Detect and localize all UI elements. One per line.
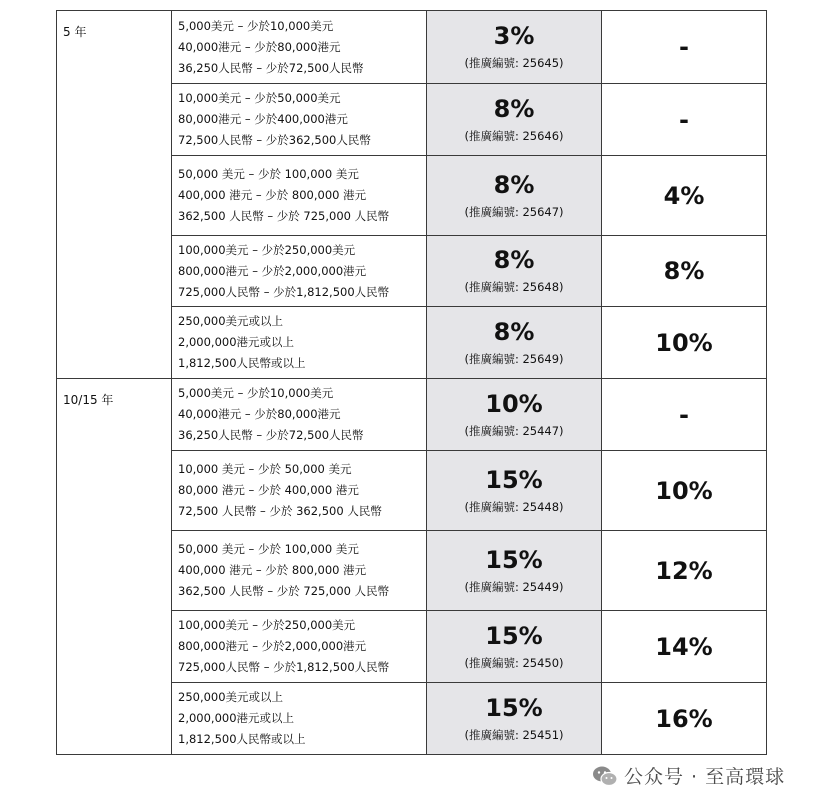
deposit-amount-line: 725,000人民幣 – 少於1,812,500人民幣 — [178, 660, 390, 674]
extra-rate-value: 14% — [602, 611, 767, 683]
deposit-amount-line: 10,000 美元 – 少於 50,000 美元 — [178, 462, 352, 476]
table-row — [57, 11, 767, 84]
promo-code: (推廣編號: 25447) — [464, 423, 564, 438]
extra-rate-value: 10% — [602, 451, 767, 531]
deposit-amount-line: 800,000港元 – 少於2,000,000港元 — [178, 263, 367, 278]
promo-rate-cell — [427, 531, 602, 611]
deposit-amount-line: 250,000美元或以上 — [178, 690, 284, 704]
extra-rate-value: - — [602, 84, 767, 156]
deposit-amount-cell — [172, 11, 427, 84]
deposit-amount-line: 800,000港元 – 少於2,000,000港元 — [178, 639, 367, 653]
promo-code: (推廣編號: 25449) — [464, 579, 564, 594]
promo-code: (推廣編號: 25450) — [464, 655, 564, 670]
deposit-amount-cell — [172, 84, 427, 156]
promo-rate-value: 15% — [485, 465, 543, 494]
extra-rate-value: 4% — [602, 156, 767, 236]
deposit-amount-line: 5,000美元 – 少於10,000美元 — [178, 18, 334, 33]
extra-rate-value: 10% — [602, 307, 767, 379]
deposit-amount-line: 50,000 美元 – 少於 100,000 美元 — [178, 167, 359, 181]
promo-rate-value: 15% — [485, 621, 543, 650]
deposit-amount-line: 2,000,000港元或以上 — [178, 711, 295, 725]
table-row — [57, 379, 767, 451]
promo-rate-value: 15% — [485, 693, 543, 722]
deposit-amount-cell — [172, 379, 427, 451]
promo-rate-value: 10% — [485, 389, 543, 418]
watermark — [592, 762, 785, 789]
deposit-amount-line: 100,000美元 – 少於250,000美元 — [178, 618, 356, 632]
promo-rate-value: 3% — [493, 22, 535, 50]
promo-rate-cell — [427, 683, 602, 755]
extra-rate-value: 8% — [602, 236, 767, 307]
promo-rate-cell — [427, 156, 602, 236]
promo-code: (推廣編號: 25451) — [464, 727, 564, 742]
deposit-amount-cell — [172, 611, 427, 683]
deposit-amount-line: 400,000 港元 – 少於 800,000 港元 — [178, 188, 367, 202]
extra-rate-value: 12% — [602, 531, 767, 611]
promo-rate-value: 15% — [485, 545, 543, 574]
promo-rate-cell — [427, 379, 602, 451]
promo-code: (推廣編號: 25646) — [464, 128, 564, 143]
deposit-amount-cell — [172, 156, 427, 236]
deposit-amount-line: 1,812,500人民幣或以上 — [178, 356, 306, 370]
deposit-amount-line: 36,250人民幣 – 少於72,500人民幣 — [178, 428, 364, 442]
deposit-amount-cell — [172, 236, 427, 307]
deposit-amount-line: 36,250人民幣 – 少於72,500人民幣 — [178, 60, 364, 75]
promo-code: (推廣編號: 25648) — [464, 280, 564, 294]
deposit-amount-line: 725,000人民幣 – 少於1,812,500人民幣 — [178, 284, 390, 299]
extra-rate-value: 16% — [602, 683, 767, 755]
promo-rate-table — [56, 10, 767, 755]
promo-rate-cell — [427, 611, 602, 683]
deposit-amount-cell — [172, 307, 427, 379]
deposit-amount-line: 362,500 人民幣 – 少於 725,000 人民幣 — [178, 584, 390, 598]
deposit-amount-line: 10,000美元 – 少於50,000美元 — [178, 91, 341, 105]
term-cell: 5 年 — [57, 11, 172, 379]
promo-rate-value: 8% — [493, 94, 535, 123]
deposit-amount-line: 40,000港元 – 少於80,000港元 — [178, 39, 341, 54]
promo-code: (推廣編號: 25649) — [464, 351, 564, 366]
deposit-amount-line: 400,000 港元 – 少於 800,000 港元 — [178, 563, 367, 577]
watermark-text: 公众号 · 至高環球 — [624, 766, 786, 788]
deposit-amount-line: 72,500 人民幣 – 少於 362,500 人民幣 — [178, 504, 382, 518]
promo-code: (推廣編號: 25448) — [464, 499, 564, 514]
promo-code: (推廣編號: 25645) — [464, 56, 564, 70]
promo-rate-cell — [427, 11, 602, 84]
deposit-amount-line: 2,000,000港元或以上 — [178, 335, 295, 349]
deposit-amount-line: 50,000 美元 – 少於 100,000 美元 — [178, 542, 359, 556]
promo-rate-value: 8% — [493, 170, 535, 199]
promo-rate-cell — [427, 84, 602, 156]
deposit-amount-cell — [172, 451, 427, 531]
promo-rate-table-body — [57, 11, 767, 755]
term-cell: 10/15 年 — [57, 379, 172, 755]
deposit-amount-cell — [172, 683, 427, 755]
deposit-amount-line: 362,500 人民幣 – 少於 725,000 人民幣 — [178, 209, 390, 223]
promo-rate-cell — [427, 451, 602, 531]
wechat-icon — [592, 765, 618, 787]
deposit-amount-line: 80,000 港元 – 少於 400,000 港元 — [178, 483, 359, 497]
promo-code: (推廣編號: 25647) — [464, 204, 564, 219]
deposit-amount-line: 250,000美元或以上 — [178, 314, 284, 328]
extra-rate-value: - — [602, 11, 767, 84]
promo-rate-value: 8% — [493, 317, 535, 346]
deposit-amount-cell — [172, 531, 427, 611]
extra-rate-value: - — [602, 379, 767, 451]
promo-rate-value: 8% — [493, 246, 535, 274]
deposit-amount-line: 5,000美元 – 少於10,000美元 — [178, 386, 334, 400]
deposit-amount-line: 80,000港元 – 少於400,000港元 — [178, 112, 348, 126]
deposit-amount-line: 1,812,500人民幣或以上 — [178, 732, 306, 746]
deposit-amount-line: 72,500人民幣 – 少於362,500人民幣 — [178, 133, 371, 147]
promo-rate-cell — [427, 236, 602, 307]
deposit-amount-line: 40,000港元 – 少於80,000港元 — [178, 407, 341, 421]
deposit-amount-line: 100,000美元 – 少於250,000美元 — [178, 242, 356, 257]
promo-rate-cell — [427, 307, 602, 379]
